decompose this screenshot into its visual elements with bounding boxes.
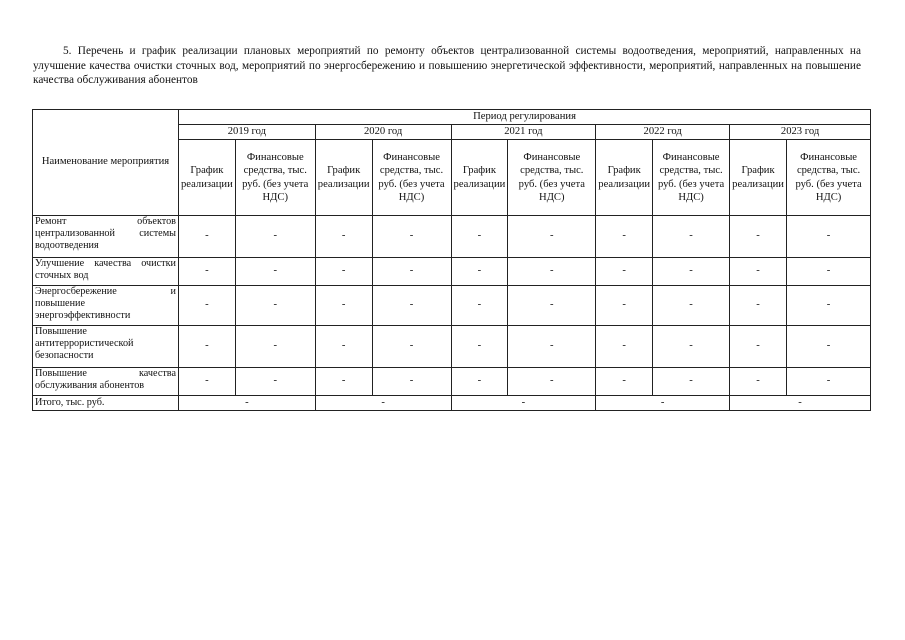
table-cell: -	[730, 286, 787, 326]
table-cell: -	[179, 368, 236, 396]
table-cell: -	[508, 286, 596, 326]
table-cell: -	[179, 326, 236, 368]
table-cell: -	[787, 368, 871, 396]
table-cell: -	[451, 258, 508, 286]
table-cell: -	[372, 258, 451, 286]
row-name: Повышение качества обслуживания абонентов	[33, 368, 179, 396]
table-cell: -	[596, 258, 653, 286]
table-cell: -	[315, 286, 372, 326]
table-cell: -	[451, 216, 508, 258]
year-header: 2022 год	[596, 125, 730, 140]
table-cell: -	[508, 368, 596, 396]
name-header: Наименование мероприятия	[33, 110, 179, 216]
table-cell: -	[653, 326, 730, 368]
table-cell: -	[730, 326, 787, 368]
table-cell: -	[653, 216, 730, 258]
table-row	[33, 286, 871, 326]
table-cell: -	[508, 216, 596, 258]
plan-table	[32, 109, 871, 411]
table-cell: -	[787, 216, 871, 258]
table-cell: -	[179, 216, 236, 258]
total-row	[33, 396, 871, 411]
row-name: Повышение антитеррористической безопасности	[33, 326, 179, 368]
table-cell: -	[451, 326, 508, 368]
table-cell: -	[315, 216, 372, 258]
total-cell: -	[179, 396, 316, 411]
table-row	[33, 258, 871, 286]
schedule-header: График реализации	[179, 140, 236, 216]
total-cell: -	[730, 396, 871, 411]
table-cell: -	[235, 216, 315, 258]
row-name: Ремонт объектов централизованной системы водоотведения	[33, 216, 179, 258]
table-cell: -	[596, 326, 653, 368]
table-cell: -	[179, 286, 236, 326]
table-cell: -	[235, 258, 315, 286]
schedule-header: График реализации	[730, 140, 787, 216]
table-cell: -	[451, 286, 508, 326]
finance-header: Финансовые средства, тыс. руб. (без учета НДС)	[508, 140, 596, 216]
table-cell: -	[508, 326, 596, 368]
year-header: 2023 год	[730, 125, 871, 140]
section-heading-text: 5. Перечень и график реализации плановых мероприятий по ремонту объектов централизованной системы водоотведения, мероприятий, направленных на улучшение качества очистки сточных вод, мероприятий по энергосбережению и повышению энергетической эффективности, мероприятий, направленных на повышение качества обслуживания абонентов	[33, 45, 861, 87]
table-cell: -	[653, 258, 730, 286]
year-header: 2020 год	[315, 125, 451, 140]
table-cell: -	[787, 286, 871, 326]
finance-header: Финансовые средства, тыс. руб. (без учета НДС)	[653, 140, 730, 216]
schedule-header: График реализации	[315, 140, 372, 216]
total-cell: -	[596, 396, 730, 411]
table-cell: -	[730, 216, 787, 258]
row-name: Энергосбережение и повышение энергоэффективности	[33, 286, 179, 326]
table-cell: -	[730, 368, 787, 396]
table-cell: -	[315, 368, 372, 396]
table-cell: -	[372, 216, 451, 258]
table-cell: -	[235, 326, 315, 368]
table-cell: -	[372, 326, 451, 368]
table-cell: -	[596, 216, 653, 258]
table-cell: -	[787, 326, 871, 368]
total-label: Итого, тыс. руб.	[33, 396, 179, 411]
period-header: Период регулирования	[179, 110, 871, 125]
table-cell: -	[653, 286, 730, 326]
row-name: Улучшение качества очистки сточных вод	[33, 258, 179, 286]
table-cell: -	[315, 258, 372, 286]
table-cell: -	[235, 368, 315, 396]
table-cell: -	[730, 258, 787, 286]
table-cell: -	[596, 368, 653, 396]
table-cell: -	[372, 368, 451, 396]
table-cell: -	[235, 286, 315, 326]
table-cell: -	[372, 286, 451, 326]
table-cell: -	[451, 368, 508, 396]
finance-header: Финансовые средства, тыс. руб. (без учета НДС)	[235, 140, 315, 216]
table-row	[33, 216, 871, 258]
table-cell: -	[508, 258, 596, 286]
schedule-header: График реализации	[596, 140, 653, 216]
table-cell: -	[179, 258, 236, 286]
total-cell: -	[315, 396, 451, 411]
table-row	[33, 368, 871, 396]
header-row-period	[33, 110, 871, 125]
table-cell: -	[653, 368, 730, 396]
section-heading	[33, 44, 861, 88]
table-cell: -	[315, 326, 372, 368]
table-cell: -	[596, 286, 653, 326]
finance-header: Финансовые средства, тыс. руб. (без учета НДС)	[372, 140, 451, 216]
year-header: 2021 год	[451, 125, 596, 140]
year-header: 2019 год	[179, 125, 316, 140]
table-cell: -	[787, 258, 871, 286]
table-row	[33, 326, 871, 368]
schedule-header: График реализации	[451, 140, 508, 216]
finance-header: Финансовые средства, тыс. руб. (без учета НДС)	[787, 140, 871, 216]
total-cell: -	[451, 396, 596, 411]
